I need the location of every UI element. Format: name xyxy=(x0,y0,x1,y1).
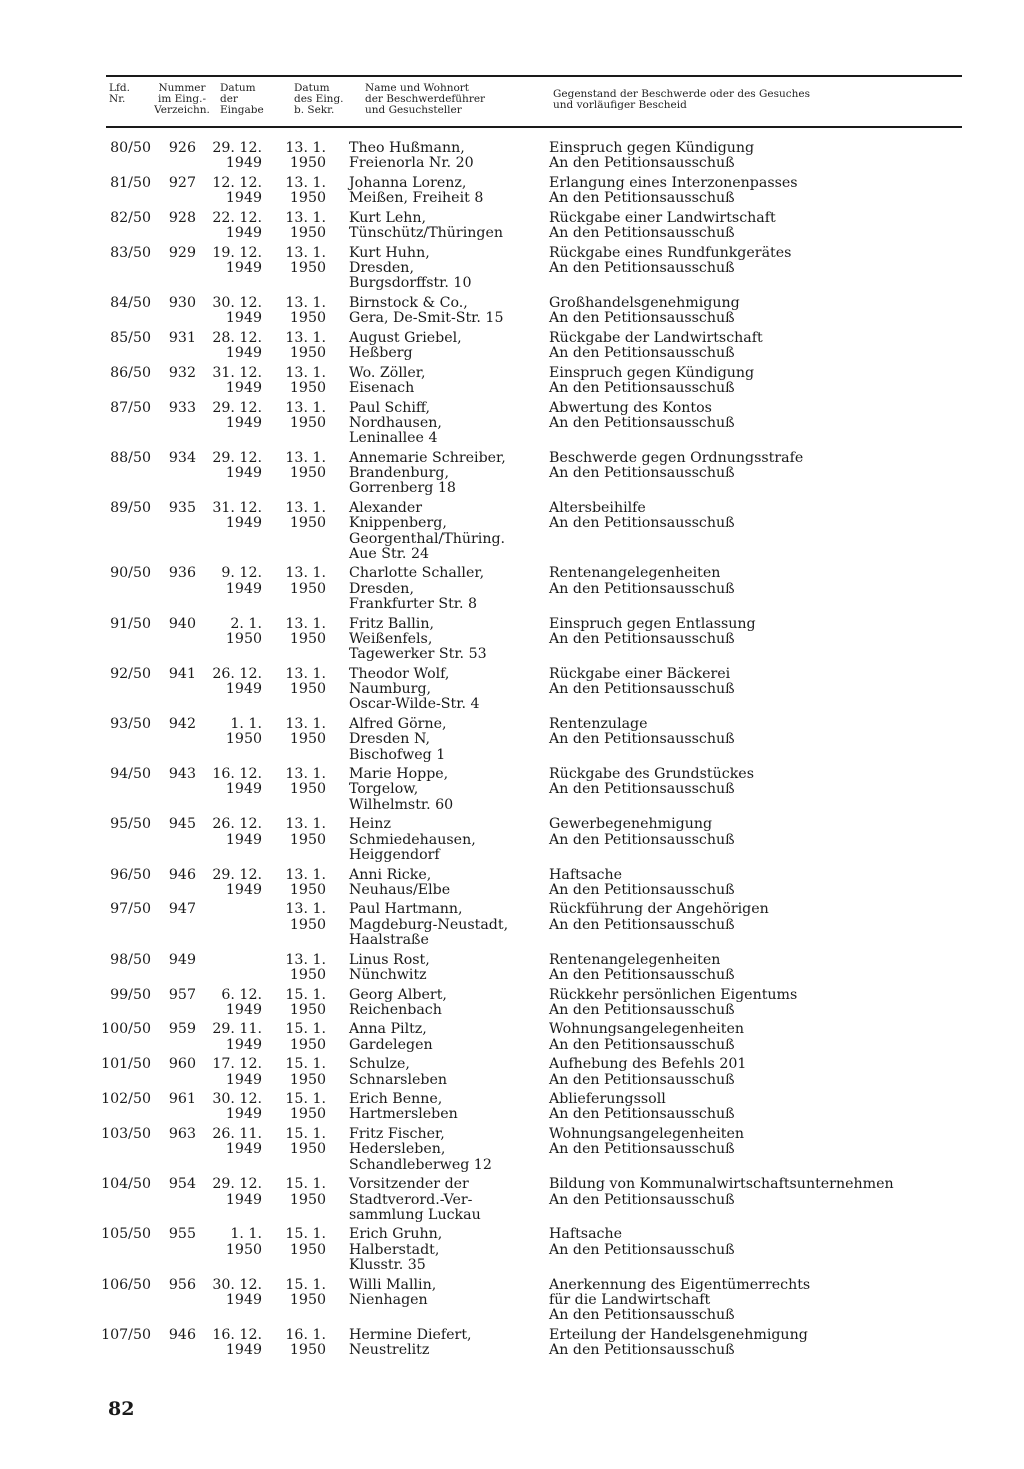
table-row xyxy=(0,141,1024,176)
petitioner-name: Linus Rost, Nünchwitz xyxy=(349,951,430,983)
register-number: 930 xyxy=(168,294,196,311)
register-number: 927 xyxy=(168,174,196,191)
date-received: 13. 1. 1950 xyxy=(285,499,326,532)
register-number: 936 xyxy=(168,565,196,582)
date-received: 15. 1. 1950 xyxy=(285,1056,326,1088)
petitioner-name: Fritz Fischer, Hedersleben, Schandleberweg 12 xyxy=(349,1126,492,1173)
date-submitted: 30. 12. 1949 xyxy=(212,294,262,327)
date-received: 13. 1. 1950 xyxy=(285,294,326,327)
petitioner-name: Fritz Ballin, Weißenfels, Tagewerker Str. 53 xyxy=(349,615,487,663)
petition-subject: Rentenangelegenheiten An den Petitionsausschuß xyxy=(549,565,735,597)
entry-number: 94/50 xyxy=(110,766,151,783)
date-received: 13. 1. 1950 xyxy=(285,615,326,647)
entry-number: 107/50 xyxy=(101,1326,151,1343)
register-number: 929 xyxy=(168,244,196,261)
petition-subject: Bildung von Kommunalwirtschaftsunternehmen An den Petitionsausschuß xyxy=(549,1176,894,1208)
date-submitted: 22. 12. 1949 xyxy=(212,209,262,242)
date-received: 15. 1. 1950 xyxy=(285,1226,326,1258)
petition-subject: Ablieferungssoll An den Petitionsausschuß xyxy=(549,1091,735,1123)
entry-number: 84/50 xyxy=(110,294,151,311)
entry-number: 86/50 xyxy=(110,364,151,381)
date-received: 13. 1. 1950 xyxy=(285,766,326,798)
date-received: 13. 1. 1950 xyxy=(285,364,326,396)
date-received: 13. 1. 1950 xyxy=(285,329,326,362)
petition-table xyxy=(0,141,1024,1363)
entry-number: 80/50 xyxy=(110,140,151,156)
register-number: 943 xyxy=(168,766,196,783)
header-name-wohnort: Name und Wohnort der Beschwerdeführer und Gesuchsteller xyxy=(365,82,486,116)
date-submitted: 9. 12. 1949 xyxy=(221,565,262,597)
petitioner-name: Heinz Schmiedehausen, Heiggendorf xyxy=(349,816,476,863)
table-row xyxy=(0,902,1024,952)
register-number: 945 xyxy=(168,816,196,833)
petitioner-name: Willi Mallin, Nienhagen xyxy=(349,1276,437,1308)
petitioner-name: Anna Piltz, Gardelegen xyxy=(349,1021,433,1053)
table-row xyxy=(0,767,1024,817)
petition-subject: Erlangung eines Interzonenpasses An den Petitionsausschuß xyxy=(549,174,798,207)
date-submitted: 29. 12. 1949 xyxy=(212,1176,262,1208)
register-number: 955 xyxy=(168,1226,196,1243)
table-row xyxy=(0,868,1024,903)
table-row xyxy=(0,331,1024,366)
table-row xyxy=(0,817,1024,867)
table-row xyxy=(0,717,1024,767)
petition-subject: Rückgabe einer Bäckerei An den Petitionsausschuß xyxy=(549,665,735,698)
register-number: 946 xyxy=(168,866,196,883)
petitioner-name: Vorsitzender der Stadtverord.-Ver- sammlung Luckau xyxy=(349,1176,481,1223)
table-row xyxy=(0,176,1024,211)
date-received: 16. 1. 1950 xyxy=(285,1326,326,1359)
petitioner-name: Marie Hoppe, Torgelow, Wilhelmstr. 60 xyxy=(349,766,454,813)
date-submitted: 26. 12. 1949 xyxy=(212,665,262,698)
petition-subject: Anerkennung des Eigentümerrechts für die Landwirtschaft An den Petitionsausschuß xyxy=(549,1276,811,1324)
date-received: 15. 1. 1950 xyxy=(285,1126,326,1158)
entry-number: 98/50 xyxy=(110,951,151,968)
table-row xyxy=(0,566,1024,616)
date-submitted: 6. 12. 1949 xyxy=(221,986,262,1018)
date-submitted: 30. 12. 1949 xyxy=(212,1091,262,1123)
register-number: 928 xyxy=(168,209,196,226)
date-received: 13. 1. 1950 xyxy=(285,209,326,242)
date-received: 13. 1. 1950 xyxy=(285,174,326,207)
date-submitted: 1. 1. 1950 xyxy=(225,1226,262,1258)
date-submitted: 29. 12. 1949 xyxy=(212,866,262,898)
date-received: 15. 1. 1950 xyxy=(285,986,326,1018)
date-received: 13. 1. 1950 xyxy=(285,565,326,597)
petition-subject: Rückgabe der Landwirtschaft An den Petitionsausschuß xyxy=(549,329,763,362)
register-number: 954 xyxy=(168,1176,196,1193)
petition-subject: Haftsache An den Petitionsausschuß xyxy=(549,866,735,898)
register-number: 926 xyxy=(168,140,196,156)
petitioner-name: Wo. Zöller, Eisenach xyxy=(349,364,426,396)
entry-number: 83/50 xyxy=(110,244,151,261)
table-row xyxy=(0,246,1024,296)
petition-subject: Rückgabe einer Landwirtschaft An den Petitionsausschuß xyxy=(549,209,776,242)
petitioner-name: Theodor Wolf, Naumburg, Oscar-Wilde-Str. 4 xyxy=(349,665,480,713)
register-number: 933 xyxy=(168,399,196,416)
register-number: 946 xyxy=(168,1326,196,1343)
entry-number: 88/50 xyxy=(110,449,151,466)
date-received: 13. 1. 1950 xyxy=(285,901,326,933)
table-row xyxy=(0,401,1024,451)
date-submitted: 31. 12. 1949 xyxy=(212,364,262,396)
register-number: 947 xyxy=(168,901,196,918)
petitioner-name: August Griebel, Heßberg xyxy=(349,329,462,362)
register-number: 949 xyxy=(168,951,196,968)
petition-subject: Wohnungsangelegenheiten An den Petitionsausschuß xyxy=(549,1126,745,1158)
petition-subject: Einspruch gegen Entlassung An den Petitionsausschuß xyxy=(549,615,756,647)
entry-number: 95/50 xyxy=(110,816,151,833)
table-row xyxy=(0,667,1024,717)
date-received: 13. 1. 1950 xyxy=(285,951,326,983)
register-number: 963 xyxy=(168,1126,196,1143)
petition-subject: Rückkehr persönlichen Eigentums An den Petitionsausschuß xyxy=(549,986,798,1018)
entry-number: 103/50 xyxy=(101,1126,151,1143)
register-number: 956 xyxy=(168,1276,196,1293)
date-submitted: 12. 12. 1949 xyxy=(212,174,262,207)
register-number: 931 xyxy=(168,329,196,346)
date-submitted: 31. 12. 1949 xyxy=(212,499,262,532)
date-received: 13. 1. 1950 xyxy=(285,140,326,172)
date-submitted: 29. 11. 1949 xyxy=(212,1021,262,1053)
entry-number: 82/50 xyxy=(110,209,151,226)
petitioner-name: Anni Ricke, Neuhaus/Elbe xyxy=(349,866,451,898)
petition-subject: Rentenangelegenheiten An den Petitionsausschuß xyxy=(549,951,735,983)
entry-number: 105/50 xyxy=(101,1226,151,1243)
petitioner-name: Kurt Huhn, Dresden, Burgsdorffstr. 10 xyxy=(349,244,472,292)
register-number: 960 xyxy=(168,1056,196,1073)
date-received: 13. 1. 1950 xyxy=(285,866,326,898)
entry-number: 87/50 xyxy=(110,399,151,416)
table-row xyxy=(0,953,1024,988)
entry-number: 90/50 xyxy=(110,565,151,582)
table-row xyxy=(0,1127,1024,1177)
petitioner-name: Annemarie Schreiber, Brandenburg, Gorrenberg 18 xyxy=(349,449,506,497)
petition-subject: Einspruch gegen Kündigung An den Petitionsausschuß xyxy=(549,140,755,172)
date-submitted: 28. 12. 1949 xyxy=(212,329,262,362)
register-number: 934 xyxy=(168,449,196,466)
date-submitted: 16. 12. 1949 xyxy=(212,766,262,798)
petition-subject: Rückgabe eines Rundfunkgerätes An den Petitionsausschuß xyxy=(549,244,792,276)
petition-subject: Wohnungsangelegenheiten An den Petitionsausschuß xyxy=(549,1021,745,1053)
table-row xyxy=(0,617,1024,667)
date-received: 15. 1. 1950 xyxy=(285,1021,326,1053)
entry-number: 104/50 xyxy=(101,1176,151,1193)
petition-subject: Großhandelsgenehmigung An den Petitionsausschuß xyxy=(549,294,740,327)
entry-number: 96/50 xyxy=(110,866,151,883)
entry-number: 81/50 xyxy=(110,174,151,191)
date-received: 13. 1. 1950 xyxy=(285,665,326,698)
date-submitted: 2. 1. 1950 xyxy=(225,615,262,647)
header-lfd-nr: Lfd. Nr. xyxy=(109,82,130,105)
register-number: 957 xyxy=(168,986,196,1003)
header-datum-sekr: Datum des Eing. b. Sekr. xyxy=(294,82,344,116)
register-number: 940 xyxy=(168,615,196,632)
header-gegenstand: Gegenstand der Beschwerde oder des Gesuches und vorläufiger Bescheid xyxy=(553,88,811,111)
date-received: 13. 1. 1950 xyxy=(285,449,326,482)
date-submitted: 29. 12. 1949 xyxy=(212,399,262,431)
petitioner-name: Erich Gruhn, Halberstadt, Klusstr. 35 xyxy=(349,1226,443,1274)
table-row xyxy=(0,1177,1024,1227)
register-number: 941 xyxy=(168,665,196,682)
header-datum-eingabe: Datum der Eingabe xyxy=(220,82,264,116)
entry-number: 92/50 xyxy=(110,665,151,682)
date-submitted: 19. 12. 1949 xyxy=(212,244,262,276)
petition-subject: Altersbeihilfe An den Petitionsausschuß xyxy=(549,499,735,532)
entry-number: 85/50 xyxy=(110,329,151,346)
petitioner-name: Charlotte Schaller, Dresden, Frankfurter Str. 8 xyxy=(349,565,485,612)
petitioner-name: Hermine Diefert, Neustrelitz xyxy=(349,1326,472,1359)
register-number: 959 xyxy=(168,1021,196,1038)
petition-subject: Gewerbegenehmigung An den Petitionsausschuß xyxy=(549,816,735,848)
table-row xyxy=(0,1227,1024,1277)
petition-subject: Beschwerde gegen Ordnungsstrafe An den Petitionsausschuß xyxy=(549,449,804,482)
petition-subject: Abwertung des Kontos An den Petitionsausschuß xyxy=(549,399,735,431)
date-submitted: 26. 12. 1949 xyxy=(212,816,262,848)
petitioner-name: Alfred Görne, Dresden N, Bischofweg 1 xyxy=(349,715,447,763)
table-row xyxy=(0,296,1024,331)
date-submitted: 17. 12. 1949 xyxy=(212,1056,262,1088)
petitioner-name: Theo Hußmann, Freienorla Nr. 20 xyxy=(349,140,474,172)
petitioner-name: Georg Albert, Reichenbach xyxy=(349,986,447,1018)
petition-subject: Rentenzulage An den Petitionsausschuß xyxy=(549,715,735,748)
petition-subject: Einspruch gegen Kündigung An den Petitionsausschuß xyxy=(549,364,755,396)
table-row xyxy=(0,1057,1024,1092)
date-submitted: 26. 11. 1949 xyxy=(212,1126,262,1158)
date-received: 15. 1. 1950 xyxy=(285,1176,326,1208)
petition-subject: Rückführung der Angehörigen An den Petitionsausschuß xyxy=(549,901,769,933)
table-row xyxy=(0,1328,1024,1363)
entry-number: 101/50 xyxy=(101,1056,151,1073)
table-row xyxy=(0,1022,1024,1057)
entry-number: 99/50 xyxy=(110,986,151,1003)
entry-number: 102/50 xyxy=(101,1091,151,1108)
table-row xyxy=(0,1092,1024,1127)
table-row xyxy=(0,451,1024,501)
register-number: 961 xyxy=(168,1091,196,1108)
petitioner-name: Schulze, Schnarsleben xyxy=(349,1056,448,1088)
table-row xyxy=(0,211,1024,246)
petitioner-name: Alexander Knippenberg, Georgenthal/Thüring. Aue Str. 24 xyxy=(349,499,506,562)
entry-number: 100/50 xyxy=(101,1021,151,1038)
petition-subject: Aufhebung des Befehls 201 An den Petitionsausschuß xyxy=(549,1056,747,1088)
petition-subject: Erteilung der Handelsgenehmigung An den Petitionsausschuß xyxy=(549,1326,808,1359)
page-number: 82 xyxy=(108,1398,135,1420)
date-submitted: 29. 12. 1949 xyxy=(212,449,262,482)
petitioner-name: Paul Hartmann, Magdeburg-Neustadt, Haalstraße xyxy=(349,901,509,949)
table-row xyxy=(0,988,1024,1023)
entry-number: 106/50 xyxy=(101,1276,151,1293)
date-received: 13. 1. 1950 xyxy=(285,715,326,748)
petition-subject: Rückgabe des Grundstückes An den Petitionsausschuß xyxy=(549,766,754,798)
top-rule xyxy=(106,75,962,77)
entry-number: 91/50 xyxy=(110,615,151,632)
date-received: 13. 1. 1950 xyxy=(285,399,326,431)
table-row xyxy=(0,501,1024,567)
date-received: 13. 1. 1950 xyxy=(285,816,326,848)
register-number: 942 xyxy=(168,715,196,732)
date-submitted: 16. 12. 1949 xyxy=(212,1326,262,1359)
date-submitted: 30. 12. 1949 xyxy=(212,1276,262,1308)
table-row xyxy=(0,1278,1024,1328)
entry-number: 93/50 xyxy=(110,715,151,732)
date-received: 13. 1. 1950 xyxy=(285,244,326,276)
petitioner-name: Johanna Lorenz, Meißen, Freiheit 8 xyxy=(349,174,484,207)
date-submitted: 1. 1. 1950 xyxy=(225,715,262,748)
register-number: 932 xyxy=(168,364,196,381)
register-number: 935 xyxy=(168,499,196,516)
petitioner-name: Kurt Lehn, Tünschütz/Thüringen xyxy=(349,209,504,242)
entry-number: 89/50 xyxy=(110,499,151,516)
date-received: 15. 1. 1950 xyxy=(285,1276,326,1308)
date-received: 15. 1. 1950 xyxy=(285,1091,326,1123)
date-submitted: 29. 12. 1949 xyxy=(212,140,262,172)
table-row xyxy=(0,366,1024,401)
header-rule xyxy=(106,126,962,128)
petitioner-name: Paul Schiff, Nordhausen, Leninallee 4 xyxy=(349,399,442,447)
entry-number: 97/50 xyxy=(110,901,151,918)
header-nummer: Nummer im Eing.- Verzeichn. xyxy=(154,82,210,116)
petition-subject: Haftsache An den Petitionsausschuß xyxy=(549,1226,735,1258)
petitioner-name: Erich Benne, Hartmersleben xyxy=(349,1091,458,1123)
petitioner-name: Birnstock & Co., Gera, De-Smit-Str. 15 xyxy=(349,294,504,327)
